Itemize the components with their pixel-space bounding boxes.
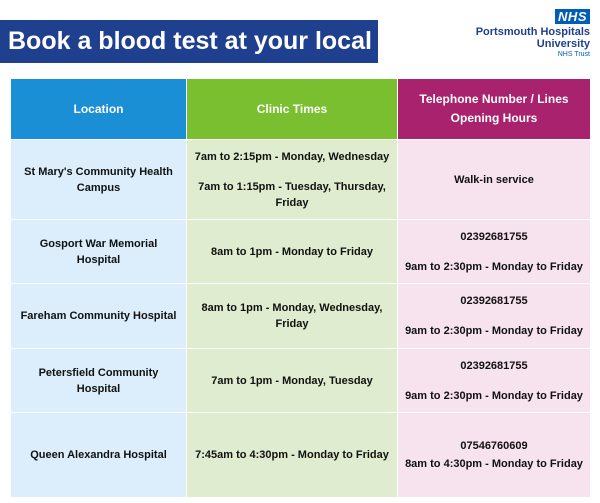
times-line: 7:45am to 4:30pm - Monday to Friday (195, 449, 389, 461)
row-clinic-times (187, 140, 398, 220)
nhs-badge: NHS (555, 9, 590, 24)
table-row (11, 220, 591, 284)
header-clinic-times: Clinic Times (187, 79, 398, 140)
opening-hours: 9am to 2:30pm - Monday to Friday (405, 389, 583, 402)
times-line: 7am to 1pm - Monday, Tuesday (211, 374, 373, 387)
table-row (11, 284, 591, 349)
row-clinic-times (187, 413, 398, 498)
header-telephone-line1: Telephone Number / Lines (419, 92, 569, 106)
row-location: Gosport War Memorial Hospital (11, 220, 187, 284)
table-row (11, 140, 591, 220)
opening-hours: 9am to 2:30pm - Monday to Friday (405, 325, 583, 337)
header-telephone (398, 79, 591, 140)
table-row (11, 349, 591, 413)
row-telephone (398, 140, 591, 220)
header-telephone-line2: Opening Hours (450, 111, 538, 125)
row-clinic-times (187, 220, 398, 284)
phone-number: Walk-in service (454, 173, 534, 186)
row-location: Petersfield Community Hospital (11, 349, 187, 413)
logo-trust-suffix: NHS Trust (557, 51, 590, 58)
opening-hours: 8am to 4:30pm - Monday to Friday (405, 458, 583, 470)
logo-trust-name-line1: Portsmouth Hospitals (475, 26, 590, 38)
phone-number: 02392681755 (460, 359, 528, 372)
phone-number: 02392681755 (460, 295, 528, 307)
page-title: Book a blood test at your local clinic: (0, 20, 378, 63)
row-clinic-times (187, 284, 398, 349)
phone-number: 02392681755 (460, 230, 528, 243)
clinic-table (10, 78, 591, 498)
opening-hours: 9am to 2:30pm - Monday to Friday (405, 260, 583, 273)
row-location: St Mary's Community Health Campus (11, 140, 187, 220)
row-location: Fareham Community Hospital (11, 284, 187, 349)
times-line: 8am to 1pm - Monday to Friday (211, 245, 373, 258)
row-telephone (398, 413, 591, 498)
row-telephone (398, 220, 591, 284)
nhs-logo (465, 8, 590, 59)
times-line: 8am to 1pm - Monday, Wednesday, Friday (201, 302, 383, 330)
row-telephone (398, 284, 591, 349)
times-line: 7am to 1:15pm - Tuesday, Thursday, Friday (198, 180, 386, 209)
table-row (11, 413, 591, 498)
header-location: Location (11, 79, 187, 140)
times-line: 7am to 2:15pm - Monday, Wednesday (194, 150, 390, 163)
logo-trust-name-line2: University (536, 38, 590, 50)
row-clinic-times (187, 349, 398, 413)
table-header-row (11, 79, 591, 140)
row-telephone (398, 349, 591, 413)
phone-number: 07546760609 (460, 440, 528, 452)
row-location: Queen Alexandra Hospital (11, 413, 187, 498)
